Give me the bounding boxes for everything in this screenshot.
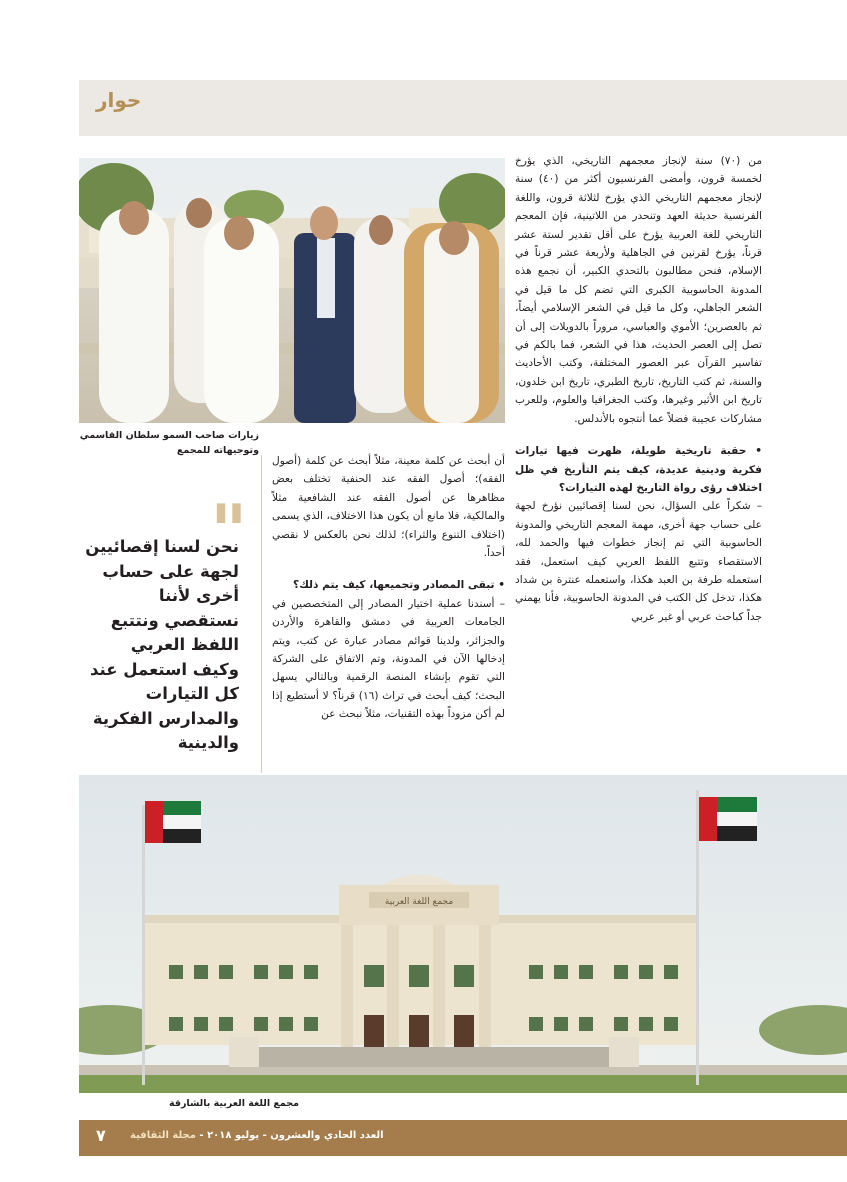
- footer-issue-text: العدد الحادي والعشرون - يوليو ٢٠١٨ -: [195, 1130, 384, 1141]
- top-photo-image: [79, 158, 505, 423]
- top-photo-caption-line1: زيارات صاحب السمو سلطان القاسمي: [79, 430, 259, 441]
- building-sign: مجمع اللغة العربية: [384, 897, 454, 907]
- column-divider: [261, 455, 262, 773]
- quote-mark-icon: ": [210, 488, 248, 573]
- section-title: حوار: [96, 88, 142, 112]
- footer-issue: [130, 1130, 384, 1141]
- top-photo-caption: [79, 428, 259, 458]
- footer-magazine: مجلة الثقافية: [130, 1130, 196, 1141]
- right-column: [515, 152, 762, 626]
- bottom-photo: [79, 775, 847, 1093]
- top-photo-caption-line2: وتوجيهاته للمجمع: [176, 445, 259, 456]
- header-band: [79, 80, 847, 136]
- left-column-answer: – أسندنا عملية اختيار المصادر إلى المتخصصين في الجامعات العربية في دمشق والقاهرة والأردن والجزائر، ولدينا قوائم مصادر عبارة عن كتب، ويتم إدخالها الآن في المدونة، وتم الاتفاق على الشركة التي تقوم بإنشاء المنصة الرقمية وبالتالي يسهل البحث؛ كيف أبحث في تراث (١٦) قرناً؟ لا أستطيع إذا لم أكن مزوداً بهذه التقنيات، مثلاً نبحث عن: [272, 597, 506, 721]
- right-column-answer: – شكراً على السؤال، نحن لسنا إقصائيين نؤرخ لجهة على حساب جهة أخرى، مهمة المعجم التاريخي والمدونة الحاسوبية التي تم إنجاز خطوات فيها والحمد لله، الاستقصاء وتتبع اللفظ العربي كيف استعمل، فقد استعمله طرفة بن العبد هكذا، واستعمله عنترة بن شداد هكذا، تدخل كل الكتب في المدونة الحاسوبية، فأنا يهمني جداً كباحث عربي أو غير عربي: [515, 500, 762, 623]
- pull-quote: نحن لسنا إقصائيين لجهة على حساب أخرى لأننا نستقصي ونتتبع اللفظ العربي وكيف استعمل عند كل التيارات والمدارس الفكرية والدينية: [85, 537, 239, 752]
- right-column-paragraph: من (٧٠) سنة لإنجاز معجمهم التاريخي، الذي يؤرخ لخمسة قرون، وأمضى الفرنسيون أكثر من (٤٠) سنة لإنجاز معجمهم التاريخي الذي يؤرخ لثلاثة قرون، واللغة الفرنسية حديثة العهد وتنحدر من اللاتينية، فإن المعجم التاريخي للغة العربية يؤرخ على أقل تقدير لستة عشر قرناً، يؤرخ لقرنين في الجاهلية ولأربعة عشر قرناً في الإسلام، فنحن مطالبون بالتحدي الكبير، أن نجمع هذه المدونة الحاسوبية الكبرى التي تضم كل ما قيل في الشعر الجاهلي، وكل ما قيل في الشعر الإسلامي أيضاً، ثم بالعصرين؛ الأموي والعباسي، مروراً بالدويلات إلى أن تصل إلى العصر الحديث، هذا في الشعر، فما بالكم في تفاسير القرآن عبر العصور المختلفة، وكتب الأحاديث والسنة، ثم كتب التاريخ، تاريخ الطبري، تاريخ ابن خلدون، تاريخ ابن الأثير وغيرها، وكتب الجغرافيا والعلوم، وللعرب مشاركات عجيبة فضلاً عما أنتجوه بالأندلس.: [515, 155, 762, 425]
- left-column-paragraph: أن أبحث عن كلمة معينة، مثلاً أبحث عن كلمة (أصول الفقه)؛ أصول الفقه عند الحنفية تختلف بعض مظاهرها عن أصول الفقه عند الشافعية مثلاً والمالكية، فلا مانع أن يكون هذا الاختلاف، الذي يسمى (اختلاف التنوع والثراء)؛ لذلك نحن بالعكس لا نقصي أحداً.: [272, 455, 505, 560]
- bottom-photo-image: [79, 775, 847, 1093]
- left-column-question: • تبقى المصادر وتجميعها، كيف يتم ذلك؟: [293, 579, 505, 592]
- page-number: ٧: [96, 1126, 106, 1145]
- left-column: [272, 452, 505, 724]
- bottom-photo-caption: مجمع اللغة العربية بالشارقة: [168, 1098, 299, 1109]
- right-column-question: • حقبة تاريخية طويلة، ظهرت فيها تيارات فكرية ودينية عديدة، كيف يتم التأريخ في ظل اختلاف رؤى رواة التاريخ لهذه التيارات؟: [515, 445, 762, 494]
- top-photo: [79, 158, 505, 423]
